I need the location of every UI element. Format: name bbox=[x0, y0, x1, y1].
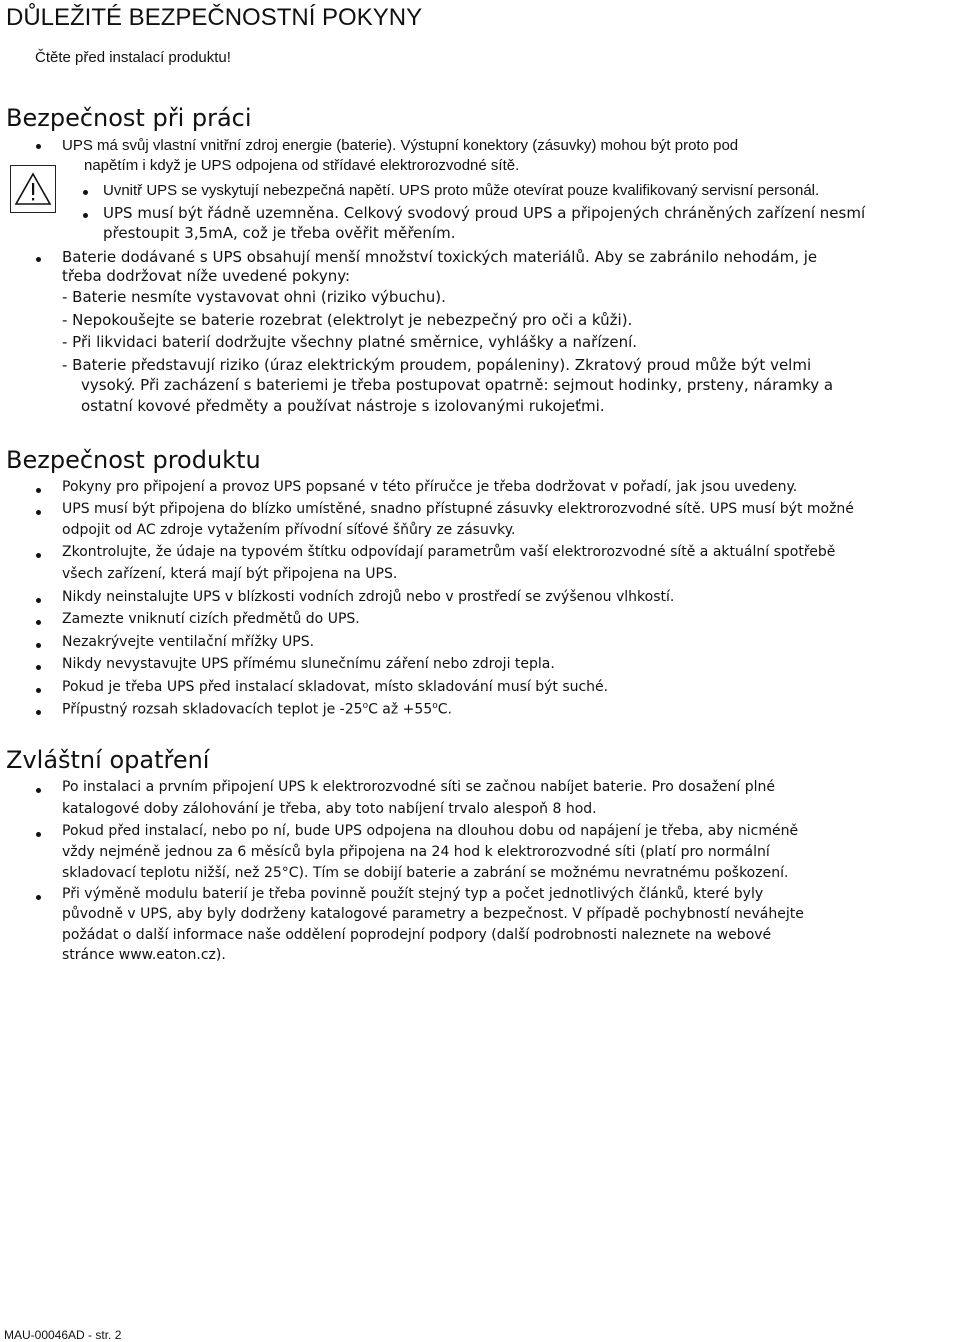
degree-sup: o bbox=[432, 701, 438, 711]
list-item-continuation: - Nepokoušejte se baterie rozebrat (elektrolyt je nebezpečný pro oči a kůži). bbox=[62, 311, 633, 329]
list-item-continuation: požádat o další informace naše oddělení poprodejní podpory (další podrobnosti naleznete na webové bbox=[62, 927, 772, 943]
list-item-continuation: napětím i když je UPS odpojena od střídavé elektrorozvodné sítě. bbox=[84, 157, 520, 174]
bullet bbox=[36, 665, 41, 670]
list-item: Nezakrývejte ventilační mřížky UPS. bbox=[62, 634, 315, 650]
bullet bbox=[36, 488, 41, 493]
section-heading-work-safety: Bezpečnost při práci bbox=[6, 104, 252, 132]
list-item: Uvnitř UPS se vyskytují nebezpečná napětí. UPS proto může otevírat pouze kvalifikovaný servisní personál. bbox=[103, 182, 820, 199]
list-item-continuation: původně v UPS, aby byly dodrženy katalogové parametry a bezpečnost. V případě pochybností neváhejte bbox=[62, 906, 804, 922]
bullet bbox=[36, 257, 41, 262]
list-item: Nikdy neinstalujte UPS v blízkosti vodních zdrojů nebo v prostředí se zvýšenou vlhkostí. bbox=[62, 589, 675, 605]
list-item: Při výměně modulu baterií je třeba povinně použít stejný typ a počet jednotlivých článků, které byly bbox=[62, 886, 764, 902]
list-item: Nikdy nevystavujte UPS přímému slunečnímu záření nebo zdroji tepla. bbox=[62, 656, 555, 672]
list-item-continuation: - Baterie nesmíte vystavovat ohni (riziko výbuchu). bbox=[62, 288, 446, 306]
list-item: Pokyny pro připojení a provoz UPS popsané v této příručce je třeba dodržovat v pořadí, jak jsou uvedeny. bbox=[62, 479, 798, 495]
bullet bbox=[36, 510, 41, 515]
list-item: Po instalaci a prvním připojení UPS k elektrorozvodné síti se začnou nabíjet baterie. Pro dosažení plné bbox=[62, 779, 776, 795]
list-item: Baterie dodávané s UPS obsahují menší množství toxických materiálů. Aby se zabránilo nehodám, je bbox=[62, 248, 818, 266]
degree-sup: o bbox=[362, 701, 369, 711]
bullet bbox=[36, 144, 41, 149]
section-heading-special-precautions: Zvláštní opatření bbox=[6, 746, 210, 774]
document-title: DŮLEŽITÉ BEZPEČNOSTNÍ POKYNY bbox=[6, 4, 423, 31]
list-item-continuation: katalogové doby zálohování je třeba, aby toto nabíjení trvalo alespoň 8 hod. bbox=[62, 801, 597, 817]
storage-temp-text: C až +55 bbox=[368, 701, 433, 718]
list-item-continuation: skladovací teplotu nižší, než 25°C). Tím se dobijí baterie a zabrání se možnému nevratnému poškození. bbox=[62, 865, 789, 881]
list-item-continuation: přestoupit 3,5mA, což je třeba ověřit měřením. bbox=[103, 224, 456, 242]
list-item: Zamezte vniknutí cizích předmětů do UPS. bbox=[62, 611, 360, 627]
list-item-continuation: odpojit od AC zdroje vytažením přívodní síťové šňůry ze zásuvky. bbox=[62, 522, 516, 538]
bullet bbox=[36, 620, 41, 625]
warning-icon bbox=[10, 165, 56, 213]
bullet bbox=[36, 710, 41, 715]
bullet bbox=[36, 688, 41, 693]
bullet bbox=[83, 213, 88, 218]
storage-temp-text: Přípustný rozsah skladovacích teplot je -25 bbox=[62, 701, 363, 718]
list-item: UPS musí být řádně uzemněna. Celkový svodový proud UPS a připojených chráněných zařízení nesmí bbox=[103, 204, 866, 222]
bullet bbox=[83, 190, 88, 195]
bullet bbox=[36, 895, 41, 900]
list-item bbox=[62, 701, 452, 718]
intro-text: Čtěte před instalací produktu! bbox=[35, 49, 231, 66]
list-item: Pokud je třeba UPS před instalací skladovat, místo skladování musí být suché. bbox=[62, 679, 609, 695]
bullet bbox=[36, 788, 41, 793]
list-item-continuation: ostatní kovové předměty a používat nástroje s izolovanými rukojeťmi. bbox=[81, 397, 605, 415]
bullet bbox=[36, 598, 41, 603]
list-item-continuation: - Baterie představují riziko (úraz elektrickým proudem, popáleniny). Zkratový proud může být velmi bbox=[62, 356, 812, 374]
list-item: Pokud před instalací, nebo po ní, bude UPS odpojena na dlouhou dobu od napájení je třeba, aby nicméně bbox=[62, 823, 799, 839]
bullet bbox=[36, 832, 41, 837]
list-item: UPS má svůj vlastní vnitřní zdroj energie (baterie). Výstupní konektory (zásuvky) mohou být proto pod bbox=[62, 137, 739, 154]
list-item-continuation: všech zařízení, která mají být připojena na UPS. bbox=[62, 566, 398, 582]
page-footer: MAU-00046AD - str. 2 bbox=[4, 1328, 122, 1342]
list-item-continuation: vysoký. Při zacházení s bateriemi je třeba postupovat opatrně: sejmout hodinky, prsteny, náramky a bbox=[81, 376, 834, 394]
list-item: Zkontrolujte, že údaje na typovém štítku odpovídají parametrům vaší elektrorozvodné sítě a aktuální spotřebě bbox=[62, 544, 836, 560]
storage-temp-text: C. bbox=[437, 701, 452, 718]
bullet bbox=[36, 553, 41, 558]
list-item: UPS musí být připojena do blízko umístěné, snadno přístupné zásuvky elektrorozvodné sítě. UPS musí být možné bbox=[62, 501, 854, 517]
list-item-continuation: vždy nejméně jednou za 6 měsíců byla připojena na 24 hod k elektrorozvodné síti (platí pro normální bbox=[62, 844, 770, 860]
list-item-continuation: - Při likvidaci baterií dodržujte všechny platné směrnice, vyhlášky a nařízení. bbox=[62, 333, 638, 351]
section-heading-product-safety: Bezpečnost produktu bbox=[6, 446, 261, 474]
bullet bbox=[36, 643, 41, 648]
list-item-continuation: stránce www.eaton.cz). bbox=[62, 947, 226, 963]
list-item-continuation: třeba dodržovat níže uvedené pokyny: bbox=[62, 267, 351, 285]
